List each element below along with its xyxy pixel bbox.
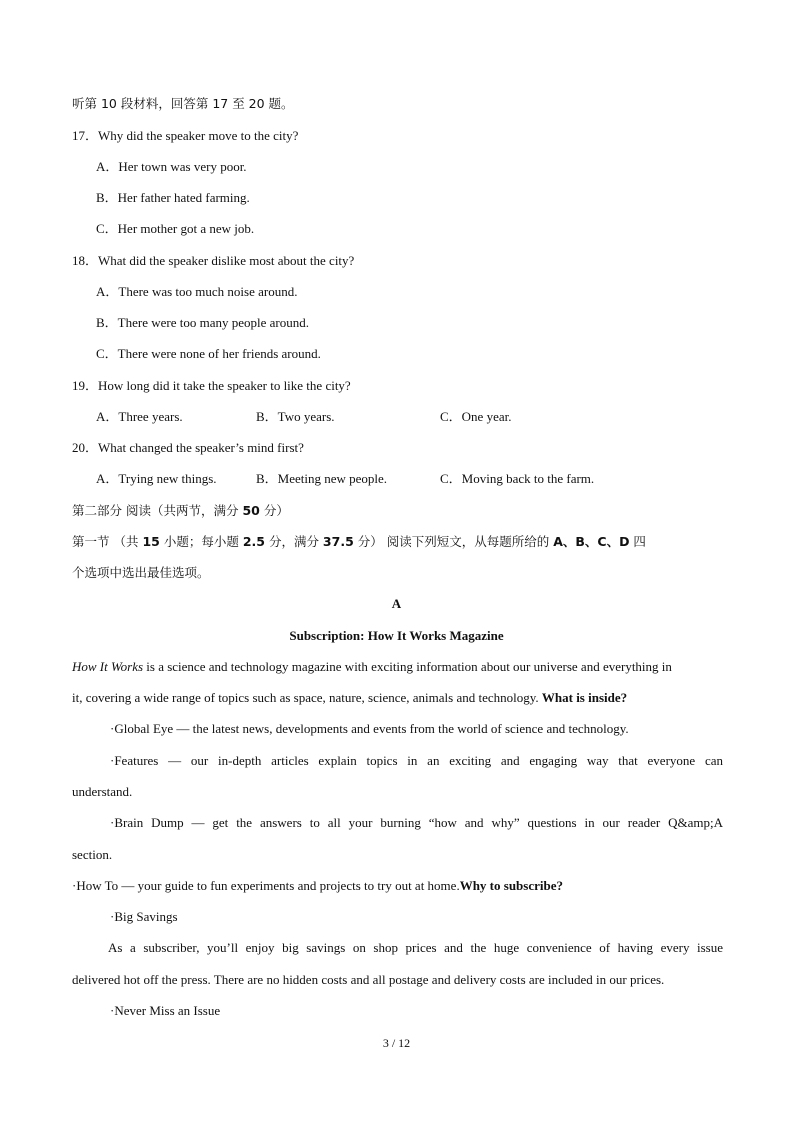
- savings-paragraph-line2: delivered hot off the press. There are no hidden costs and all postage and delivery costs are included in our prices.: [72, 972, 665, 987]
- features-item-line2: understand.: [72, 784, 133, 799]
- section1-total-score: 37.5: [322, 534, 354, 549]
- question-20-option-a: A．Trying new things.: [96, 471, 217, 486]
- magazine-name: How It Works: [72, 659, 144, 674]
- passage-p1-rest: is a science and technology magazine with exciting information about our universe and everything in: [143, 659, 672, 674]
- big-savings-heading: ·Big Savings: [110, 909, 178, 924]
- passage-title: Subscription: How It Works Magazine: [289, 628, 504, 643]
- how-to-text: ·How To — your guide to fun experiments and projects to try out at home.: [72, 878, 460, 893]
- question-18-option-b: B．There were too many people around.: [96, 315, 309, 330]
- how-to-item: [72, 877, 563, 895]
- part2-heading-score: 50: [242, 503, 260, 518]
- why-subscribe-heading: Why to subscribe?: [459, 878, 563, 893]
- page-number: 3 / 12: [382, 1036, 411, 1050]
- section1-options-letters: A、B、C、D: [553, 534, 630, 549]
- brain-dump-item-line2: section.: [72, 847, 113, 862]
- features-item-line1: ·Features — our in-depth articles explain topics in an exciting and engaging way that everyone can: [110, 753, 723, 768]
- question-19-option-a: A．Three years.: [96, 409, 183, 424]
- question-20-option-c: C．Moving back to the farm.: [440, 471, 595, 486]
- section1-instructions-line2: 个选项中选出最佳选项。: [72, 565, 210, 580]
- section1-text-i: 四: [629, 534, 646, 549]
- question-20-option-b: B．Meeting new people.: [256, 471, 388, 486]
- question-19-options: [96, 408, 696, 426]
- question-17-option-b: B．Her father hated farming.: [96, 190, 250, 205]
- question-17-option-c: C．Her mother got a new job.: [96, 221, 255, 236]
- section1-text-c: 小题；每小题: [159, 534, 243, 549]
- section1-instructions: [72, 533, 722, 551]
- question-19-option-b: B．Two years.: [256, 409, 335, 424]
- section1-each-score: 2.5: [242, 534, 265, 549]
- question-19-stem: 19．How long did it take the speaker to like the city?: [72, 378, 351, 393]
- question-20-stem: 20．What changed the speaker’s mind first?: [72, 440, 304, 455]
- savings-paragraph-line1: As a subscriber, you’ll enjoy big savings on shop prices and the huge convenience of having every issue: [108, 940, 723, 955]
- passage-paragraph-1b: [72, 689, 627, 707]
- question-18-stem: 18．What did the speaker dislike most about the city?: [72, 253, 355, 268]
- never-miss-heading: ·Never Miss an Issue: [110, 1003, 221, 1018]
- passage-letter: A: [391, 596, 402, 611]
- section1-text-g: 分） 阅读下列短文，从每题所给的: [353, 534, 554, 549]
- question-18-option-c: C．There were none of her friends around.: [96, 346, 321, 361]
- listening-intro: 听第 10 段材料，回答第 17 至 20 题。: [72, 96, 294, 111]
- part2-heading-post: 分）: [259, 503, 289, 518]
- question-17-option-a: A．Her town was very poor.: [96, 159, 247, 174]
- section1-text-a: 第一节 （共: [72, 534, 143, 549]
- passage-p2-text: it, covering a wide range of topics such as space, nature, science, animals and technology.: [72, 690, 542, 705]
- what-is-inside-heading: What is inside?: [541, 690, 628, 705]
- passage-paragraph-1: [72, 658, 672, 676]
- question-20-options: [96, 470, 696, 488]
- question-18-option-a: A．There was too much noise around.: [96, 284, 298, 299]
- brain-dump-item-line1: ·Brain Dump — get the answers to all your burning “how and why” questions in our reader Q&amp;A: [110, 815, 723, 830]
- part2-heading-pre: 第二部分 阅读（共两节，满分: [72, 503, 243, 518]
- section1-text-e: 分，满分: [264, 534, 323, 549]
- section1-count: 15: [142, 534, 160, 549]
- question-19-option-c: C．One year.: [440, 409, 512, 424]
- global-eye-item: ·Global Eye — the latest news, developments and events from the world of science and technology.: [110, 721, 629, 736]
- question-17-stem: 17．Why did the speaker move to the city?: [72, 128, 299, 143]
- part2-heading: [72, 502, 289, 520]
